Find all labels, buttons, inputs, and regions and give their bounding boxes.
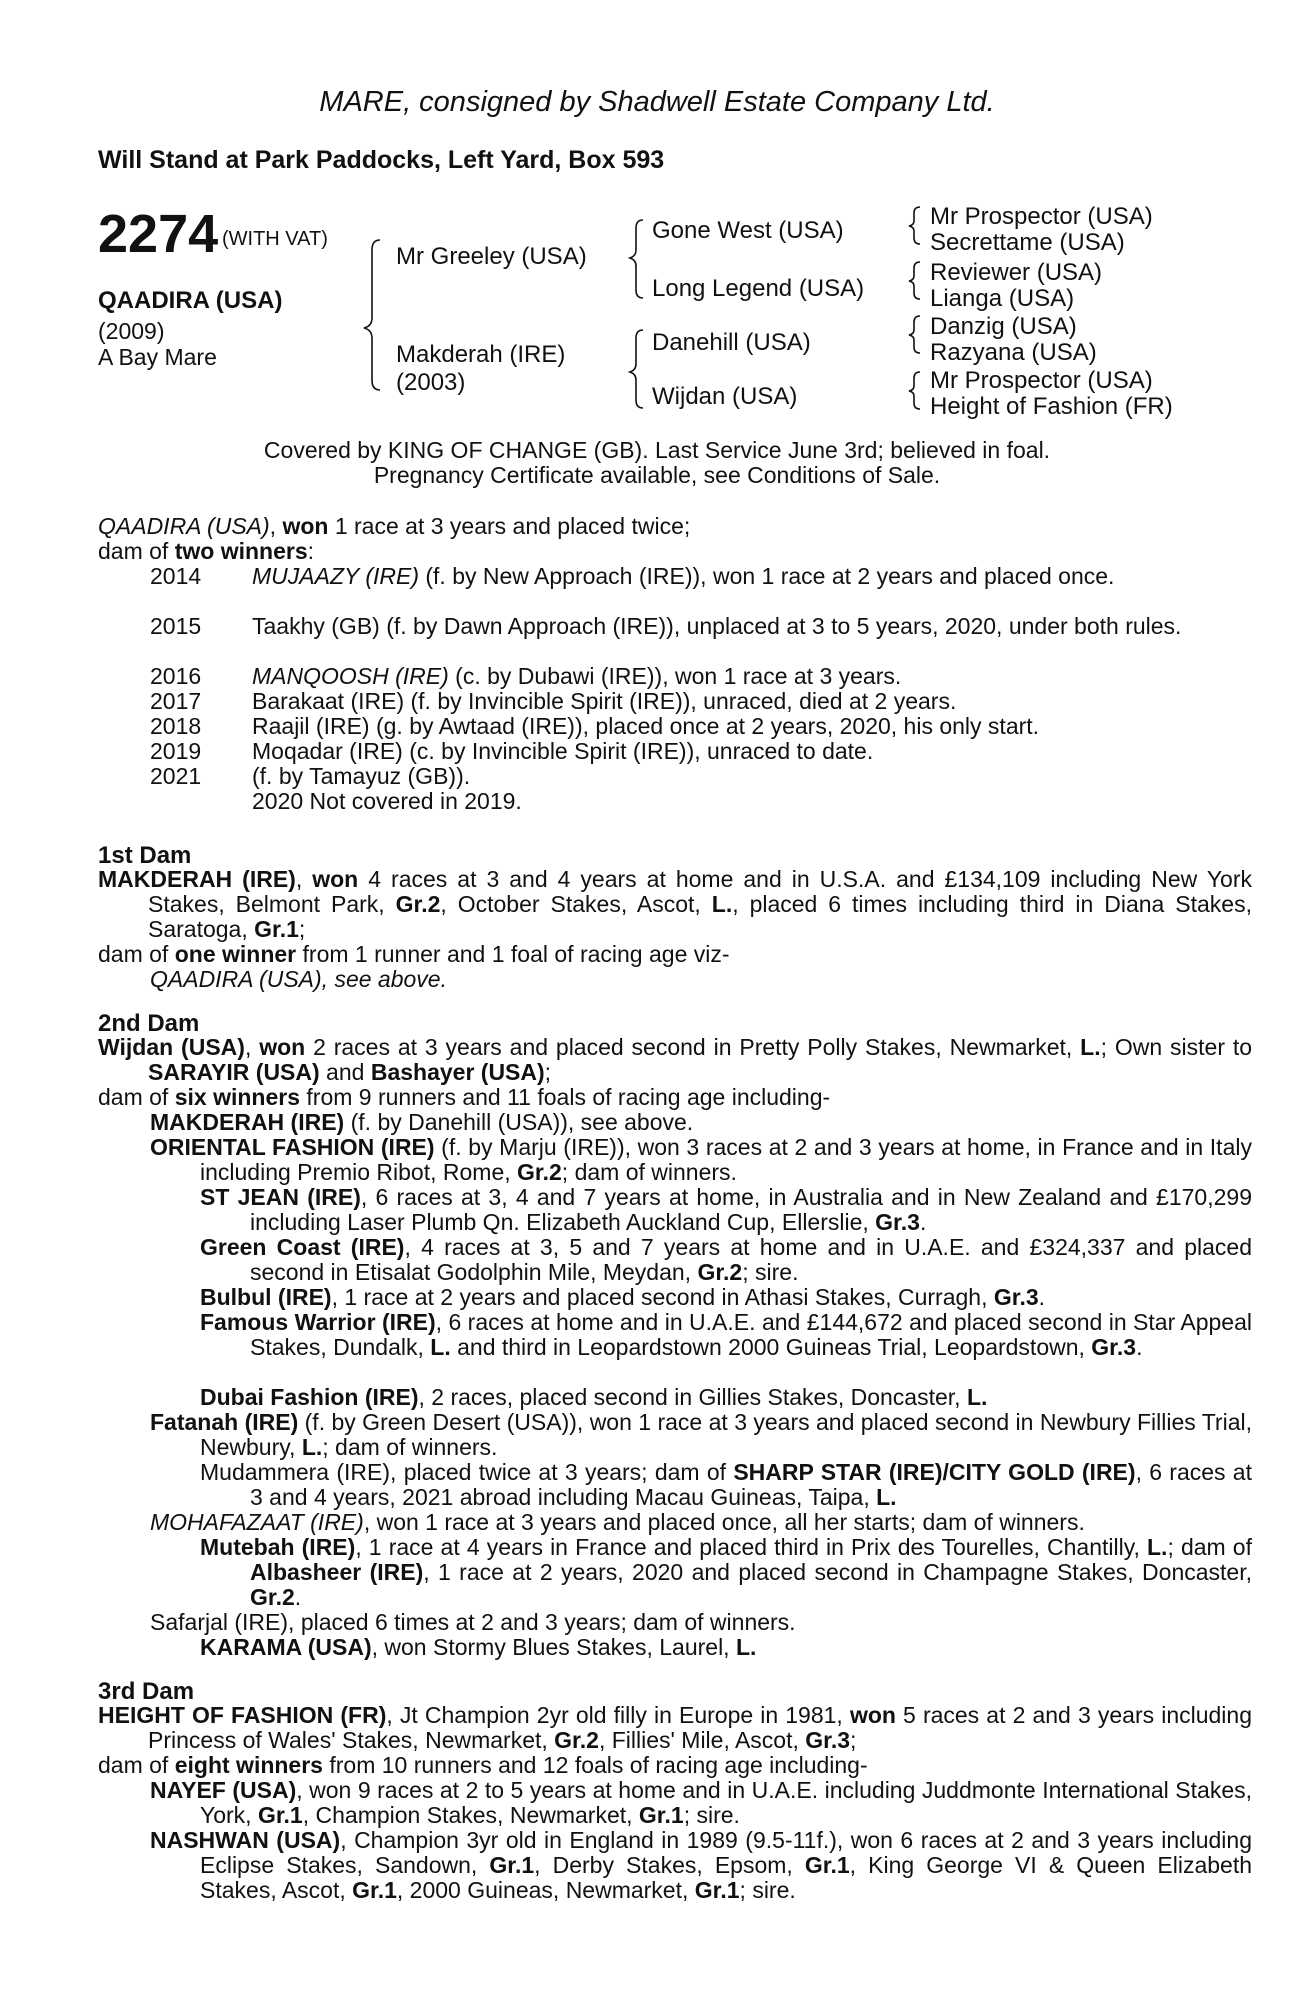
won-word: won (282, 513, 329, 539)
damof-text: dam of (98, 1752, 175, 1778)
offspring-text: , 6 races at home and in U.A.E. and £144,672 and placed second in Star Appeal Stakes, Dundalk, (250, 1309, 1253, 1360)
pedigree-gen3-1: Mr Prospector (USA) (930, 203, 1153, 230)
dam-name: MAKDERAH (IRE) (98, 866, 296, 892)
offspring-text: , Derby Stakes, Epsom, (534, 1852, 805, 1878)
catalogue-heading: MARE, consigned by Shadwell Estate Company Ltd. (319, 86, 995, 118)
grade: L. (711, 891, 733, 917)
offspring-name: MOHAFAZAAT (IRE) (150, 1509, 364, 1535)
offspring-text: . (1136, 1334, 1143, 1360)
grade: L. (1147, 1534, 1168, 1560)
record-text: , Jt Champion 2yr old filly in Europe in 1981, (386, 1702, 850, 1728)
grade: Gr.1 (489, 1852, 535, 1878)
grade: Gr.1 (257, 1802, 303, 1828)
pedigree-dam: Makderah (IRE) (396, 341, 566, 368)
grade: Gr.2 (697, 1259, 743, 1285)
record-text: 2 races at 3 years and placed second in Pretty Polly Stakes, Newmarket, (305, 1034, 1081, 1060)
grade: L. (876, 1484, 897, 1510)
grade: Gr.2 (554, 1727, 599, 1753)
grade: Gr.2 (517, 1159, 562, 1185)
winners-count: six winners (174, 1084, 300, 1110)
grade: Gr.1 (804, 1852, 850, 1878)
pedigree-sire-sire: Gone West (USA) (652, 217, 844, 244)
offspring-name: Famous Warrior (IRE) (200, 1309, 436, 1335)
offspring-text: , 2 races, placed second in Gillies Stakes, Doncaster, (418, 1384, 967, 1410)
progeny-name: Barakaat (IRE) (252, 688, 405, 714)
offspring-text: , see above. (321, 966, 447, 992)
second-dam-record: Wijdan (USA), won 2 races at 3 years and placed second in Pretty Polly Stakes, Newmarket, L.; Own sister to SARAYIR (USA) and Bashayer (USA); (98, 1034, 1253, 1085)
won-word: won (849, 1702, 896, 1728)
produce-year: 2017 (150, 688, 202, 714)
first-dam-produce (98, 942, 1202, 967)
record-text: , placed 6 times including third in Diana Stakes, Saratoga, (148, 891, 1252, 942)
grade: Gr.1 (352, 1877, 397, 1903)
offspring-text: , 1 race at 2 years and placed second in Athasi Stakes, Curragh, (331, 1284, 994, 1310)
grade: Gr.3 (875, 1209, 920, 1235)
grade: Gr.1 (638, 1802, 684, 1828)
mare-name: QAADIRA (USA) (98, 513, 270, 539)
produce-entry (252, 664, 1202, 689)
won-word: won (312, 866, 359, 892)
record-text: ; (850, 1727, 857, 1753)
produce-intro-text: 1 race at 3 years and placed twice; (328, 513, 691, 539)
pregnancy-line: Pregnancy Certificate available, see Conditions of Sale. (373, 462, 941, 488)
offspring-text: ; sire. (742, 1259, 799, 1285)
grade: Gr.2 (395, 891, 441, 917)
offspring-name: QAADIRA (USA) (150, 966, 322, 992)
produce-entry (252, 689, 1202, 714)
stand-location: Will Stand at Park Paddocks, Left Yard, Box 593 (98, 146, 665, 174)
grade: Gr.1 (694, 1877, 740, 1903)
grand-offspring-entry (200, 1185, 1252, 1235)
produce-entry (252, 739, 1202, 764)
offspring-text: , won 1 race at 3 years and placed once, all her starts; dam of winners. (363, 1509, 1085, 1535)
progeny-text: (c. by Dubawi (IRE)), won 1 race at 3 years. (448, 663, 902, 689)
progeny-text: (f. by New Approach (IRE)), won 1 race at 2 years and placed once. (418, 563, 1115, 589)
pedigree-gen3-2: Secrettame (USA) (930, 229, 1125, 256)
grade: Gr.1 (254, 916, 299, 942)
produce-damof (98, 539, 1202, 564)
progeny-text: (f. by Dawn Approach (IRE)), unplaced at 3 to 5 years, 2020, under both rules. (379, 613, 1182, 639)
progeny-text: 2020 Not covered in 2019. (252, 788, 522, 814)
covered-line: Covered by KING OF CHANGE (GB). Last Service June 3rd; believed in foal. (263, 437, 1051, 463)
third-dam-record (98, 1703, 1252, 1753)
offspring-text: ; dam of winners. (561, 1159, 737, 1185)
offspring-text: ; dam of winners. (322, 1434, 498, 1460)
lot-number: 2274 (98, 204, 219, 264)
produce-entry (252, 714, 1202, 739)
pedigree-gen3-8: Height of Fashion (FR) (930, 393, 1173, 420)
offspring-text: (f. by Danehill (USA)), see above. (344, 1109, 694, 1135)
offspring-text: . (919, 1209, 927, 1235)
progeny-name: MUJAAZY (IRE) (252, 563, 419, 589)
offspring-name: KARAMA (USA) (200, 1634, 372, 1660)
damof-text: dam of (98, 538, 175, 564)
second-dam-heading: 2nd Dam (98, 1010, 200, 1037)
grade: Gr.3 (805, 1727, 851, 1753)
offspring-text: , won Stormy Blues Stakes, Laurel, (371, 1634, 736, 1660)
pedigree-dam-sire: Danehill (USA) (652, 329, 811, 356)
pedigree-gen3-3: Reviewer (USA) (930, 259, 1103, 286)
produce-entry (252, 614, 1202, 639)
offspring-name: Albasheer (IRE) (250, 1559, 424, 1585)
offspring-name: ST JEAN (IRE) (200, 1184, 361, 1210)
record-text: ; Own sister to (1100, 1034, 1253, 1060)
grade: L. (966, 1384, 988, 1410)
offspring-entry (150, 1110, 1202, 1135)
winners-count: one winner (174, 941, 297, 967)
offspring-text: , 4 races at 3, 5 and 7 years at home and in U.A.E. and £324,337 and placed second in Etisalat Godolphin Mile, Meydan, (250, 1234, 1252, 1285)
produce-year: 2014 (150, 563, 202, 589)
grade: Gr.2 (250, 1584, 295, 1610)
winners-count: eight winners (174, 1752, 323, 1778)
offspring-text: , 1 race at 2 years, 2020 and placed second in Champagne Stakes, Doncaster, (423, 1559, 1252, 1585)
offspring-text: ; sire. (683, 1802, 740, 1828)
progeny-text: (g. by Awtaad (IRE)), placed once at 2 years, 2020, his only start. (369, 713, 1040, 739)
third-dam-produce (98, 1753, 1202, 1778)
progeny-name: Moqadar (IRE) (252, 738, 403, 764)
progeny-name: Taakhy (GB) (252, 613, 380, 639)
dam-name: Wijdan (USA) (98, 1034, 245, 1060)
third-dam-heading: 3rd Dam (98, 1678, 195, 1705)
offspring-text: and third in Leopardstown 2000 Guineas Trial, Leopardstown, (450, 1334, 1092, 1360)
first-dam-record: MAKDERAH (IRE), won 4 races at 3 and 4 years at home and in U.S.A. and £134,109 including New York Stakes, Belmont Park, Gr.2, October Stakes, Ascot, L., placed 6 times including third in Diana Stakes, Saratoga, Gr.1; (98, 866, 1253, 942)
produce-entry (252, 764, 1202, 789)
offspring-text: (f. by Marju (IRE)), won 3 races at 2 and 3 years at home, in France and in Italy including Premio Ribot, Rome, (200, 1134, 1252, 1185)
horse-year: (2009) (98, 318, 165, 344)
record-text: ; (298, 916, 306, 942)
record-text: 4 races at 3 and 4 years at home and in U.S.A. and £134,109 including New York Stakes, Belmont Park, (148, 866, 1253, 917)
offspring-entry (150, 1778, 1252, 1828)
progeny-text: (c. by Invincible Spirit (IRE)), unraced to date. (402, 738, 874, 764)
offspring-text: Mudammera (IRE), placed twice at 3 years; dam of (200, 1459, 734, 1485)
offspring-name: Dubai Fashion (IRE) (200, 1384, 419, 1410)
produce-entry (252, 789, 1202, 814)
damof-text: dam of (98, 1084, 175, 1110)
offspring-name: Bulbul (IRE) (200, 1284, 332, 1310)
offspring-text: , King George VI & Queen Elizabeth Stakes, Ascot, (200, 1852, 1252, 1903)
offspring-name: Fatanah (IRE) (150, 1409, 299, 1435)
offspring-name: SHARP STAR (IRE)/CITY GOLD (IRE) (733, 1459, 1136, 1485)
offspring-text: , 6 races at 3 and 4 years, 2021 abroad including Macau Guineas, Taipa, (250, 1459, 1252, 1510)
offspring-text: , won 9 races at 2 to 5 years at home and in U.A.E. including Juddmonte International Stakes, York, (200, 1777, 1252, 1828)
grand-offspring-entry (200, 1535, 1252, 1610)
sibling-name: Bashayer (USA) (370, 1059, 545, 1085)
won-word: won (259, 1034, 306, 1060)
produce-year: 2019 (150, 738, 202, 764)
progeny-name: MANQOOSH (IRE) (252, 663, 449, 689)
offspring-text: ; dam of (1167, 1534, 1252, 1560)
sibling-name: SARAYIR (USA) (148, 1059, 320, 1085)
offspring-name: NAYEF (USA) (150, 1777, 297, 1803)
pedigree-sire-dam: Long Legend (USA) (652, 275, 865, 302)
grand-offspring-entry (200, 1460, 1252, 1510)
offspring-text: , Champion 3yr old in England in 1989 (9.5-11f.), won 6 races at 2 and 3 years including Eclipse Stakes, Sandown, (200, 1827, 1252, 1878)
second-dam-produce (98, 1085, 1202, 1110)
pedigree-gen3-6: Razyana (USA) (930, 339, 1097, 366)
offspring-text: , 6 races at 3, 4 and 7 years at home, in Australia and in New Zealand and £170,299 including Laser Plumb Qn. Elizabeth Auckland Cup, Ellerslie, (250, 1184, 1252, 1235)
damof-end: : (307, 538, 315, 564)
progeny-name: Raajil (IRE) (252, 713, 370, 739)
offspring-name: NASHWAN (USA) (150, 1827, 341, 1853)
produce-year: 2016 (150, 663, 202, 689)
offspring-text: (f. by Green Desert (USA)), won 1 race at 3 years and placed second in Newbury Fillies Trial, Newbury, (200, 1409, 1252, 1460)
grand-offspring-entry (200, 1635, 1202, 1660)
grade: L. (735, 1634, 757, 1660)
produce-year: 2018 (150, 713, 202, 739)
offspring-text: , Champion Stakes, Newmarket, (302, 1802, 639, 1828)
offspring-entry (150, 1610, 1202, 1635)
pedigree-gen3-4: Lianga (USA) (930, 285, 1075, 312)
horse-description: A Bay Mare (98, 344, 217, 370)
horse-name: QAADIRA (USA) (98, 287, 283, 314)
progeny-text: (f. by Tamayuz (GB)). (252, 763, 471, 789)
grand-offspring-entry (200, 1385, 1202, 1410)
grade: L. (1080, 1034, 1101, 1060)
damof-text: from 10 runners and 12 foals of racing age including- (322, 1752, 868, 1778)
dam-name: HEIGHT OF FASHION (FR) (98, 1702, 387, 1728)
record-text: , October Stakes, Ascot, (440, 891, 712, 917)
offspring-text: Safarjal (IRE), placed 6 times at 2 and 3 years; dam of winners. (150, 1609, 796, 1635)
produce-entry (252, 564, 1202, 589)
progeny-text: (f. by Invincible Spirit (IRE)), unraced, died at 2 years. (404, 688, 957, 714)
offspring-entry (150, 1510, 1202, 1535)
winners-count: two winners (174, 538, 308, 564)
vat-note: (WITH VAT) (222, 228, 328, 250)
pedigree-dam-year: (2003) (396, 369, 466, 396)
grade: Gr.3 (1091, 1334, 1137, 1360)
offspring-text: ; sire. (739, 1877, 796, 1903)
offspring-entry (150, 1135, 1252, 1185)
offspring-name: Green Coast (IRE) (200, 1234, 405, 1260)
pedigree-gen3-7: Mr Prospector (USA) (930, 367, 1153, 394)
offspring-entry (150, 1410, 1252, 1460)
grade: L. (301, 1434, 323, 1460)
produce-year: 2015 (150, 613, 202, 639)
produce-intro: QAADIRA (USA), won 1 race at 3 years and placed twice; (98, 513, 691, 539)
offspring-text: , 1 race at 4 years in France and placed third in Prix des Tourelles, Chantilly, (355, 1534, 1147, 1560)
damof-text: from 1 runner and 1 foal of racing age viz- (296, 941, 730, 967)
pedigree-sire: Mr Greeley (USA) (396, 243, 587, 270)
grade: Gr.3 (993, 1284, 1039, 1310)
record-text: ; (544, 1059, 552, 1085)
offspring-name: MAKDERAH (IRE) (150, 1109, 345, 1135)
damof-text: dam of (98, 941, 175, 967)
grand-offspring-entry (200, 1310, 1252, 1360)
record-text: , Fillies' Mile, Ascot, (598, 1727, 806, 1753)
produce-year: 2021 (150, 763, 202, 789)
record-text: and (319, 1059, 371, 1085)
pedigree-gen3-5: Danzig (USA) (930, 313, 1077, 340)
offspring-entry (150, 1828, 1252, 1903)
record-text: 5 races at 2 and 3 years including Princess of Wales' Stakes, Newmarket, (148, 1702, 1252, 1753)
grade: L. (430, 1334, 451, 1360)
offspring-text: , 2000 Guineas, Newmarket, (396, 1877, 695, 1903)
offspring-text: . (1038, 1284, 1046, 1310)
pedigree-dam-dam: Wijdan (USA) (652, 383, 798, 410)
grand-offspring-entry (200, 1235, 1252, 1285)
offspring-name: Mutebah (IRE) (200, 1534, 356, 1560)
first-dam-heading: 1st Dam (98, 842, 192, 869)
offspring-name: ORIENTAL FASHION (IRE) (150, 1134, 435, 1160)
grand-offspring-entry (200, 1285, 1202, 1310)
first-dam-offspring (150, 967, 1202, 992)
offspring-text: . (294, 1584, 302, 1610)
damof-text: from 9 runners and 11 foals of racing age including- (300, 1084, 831, 1110)
